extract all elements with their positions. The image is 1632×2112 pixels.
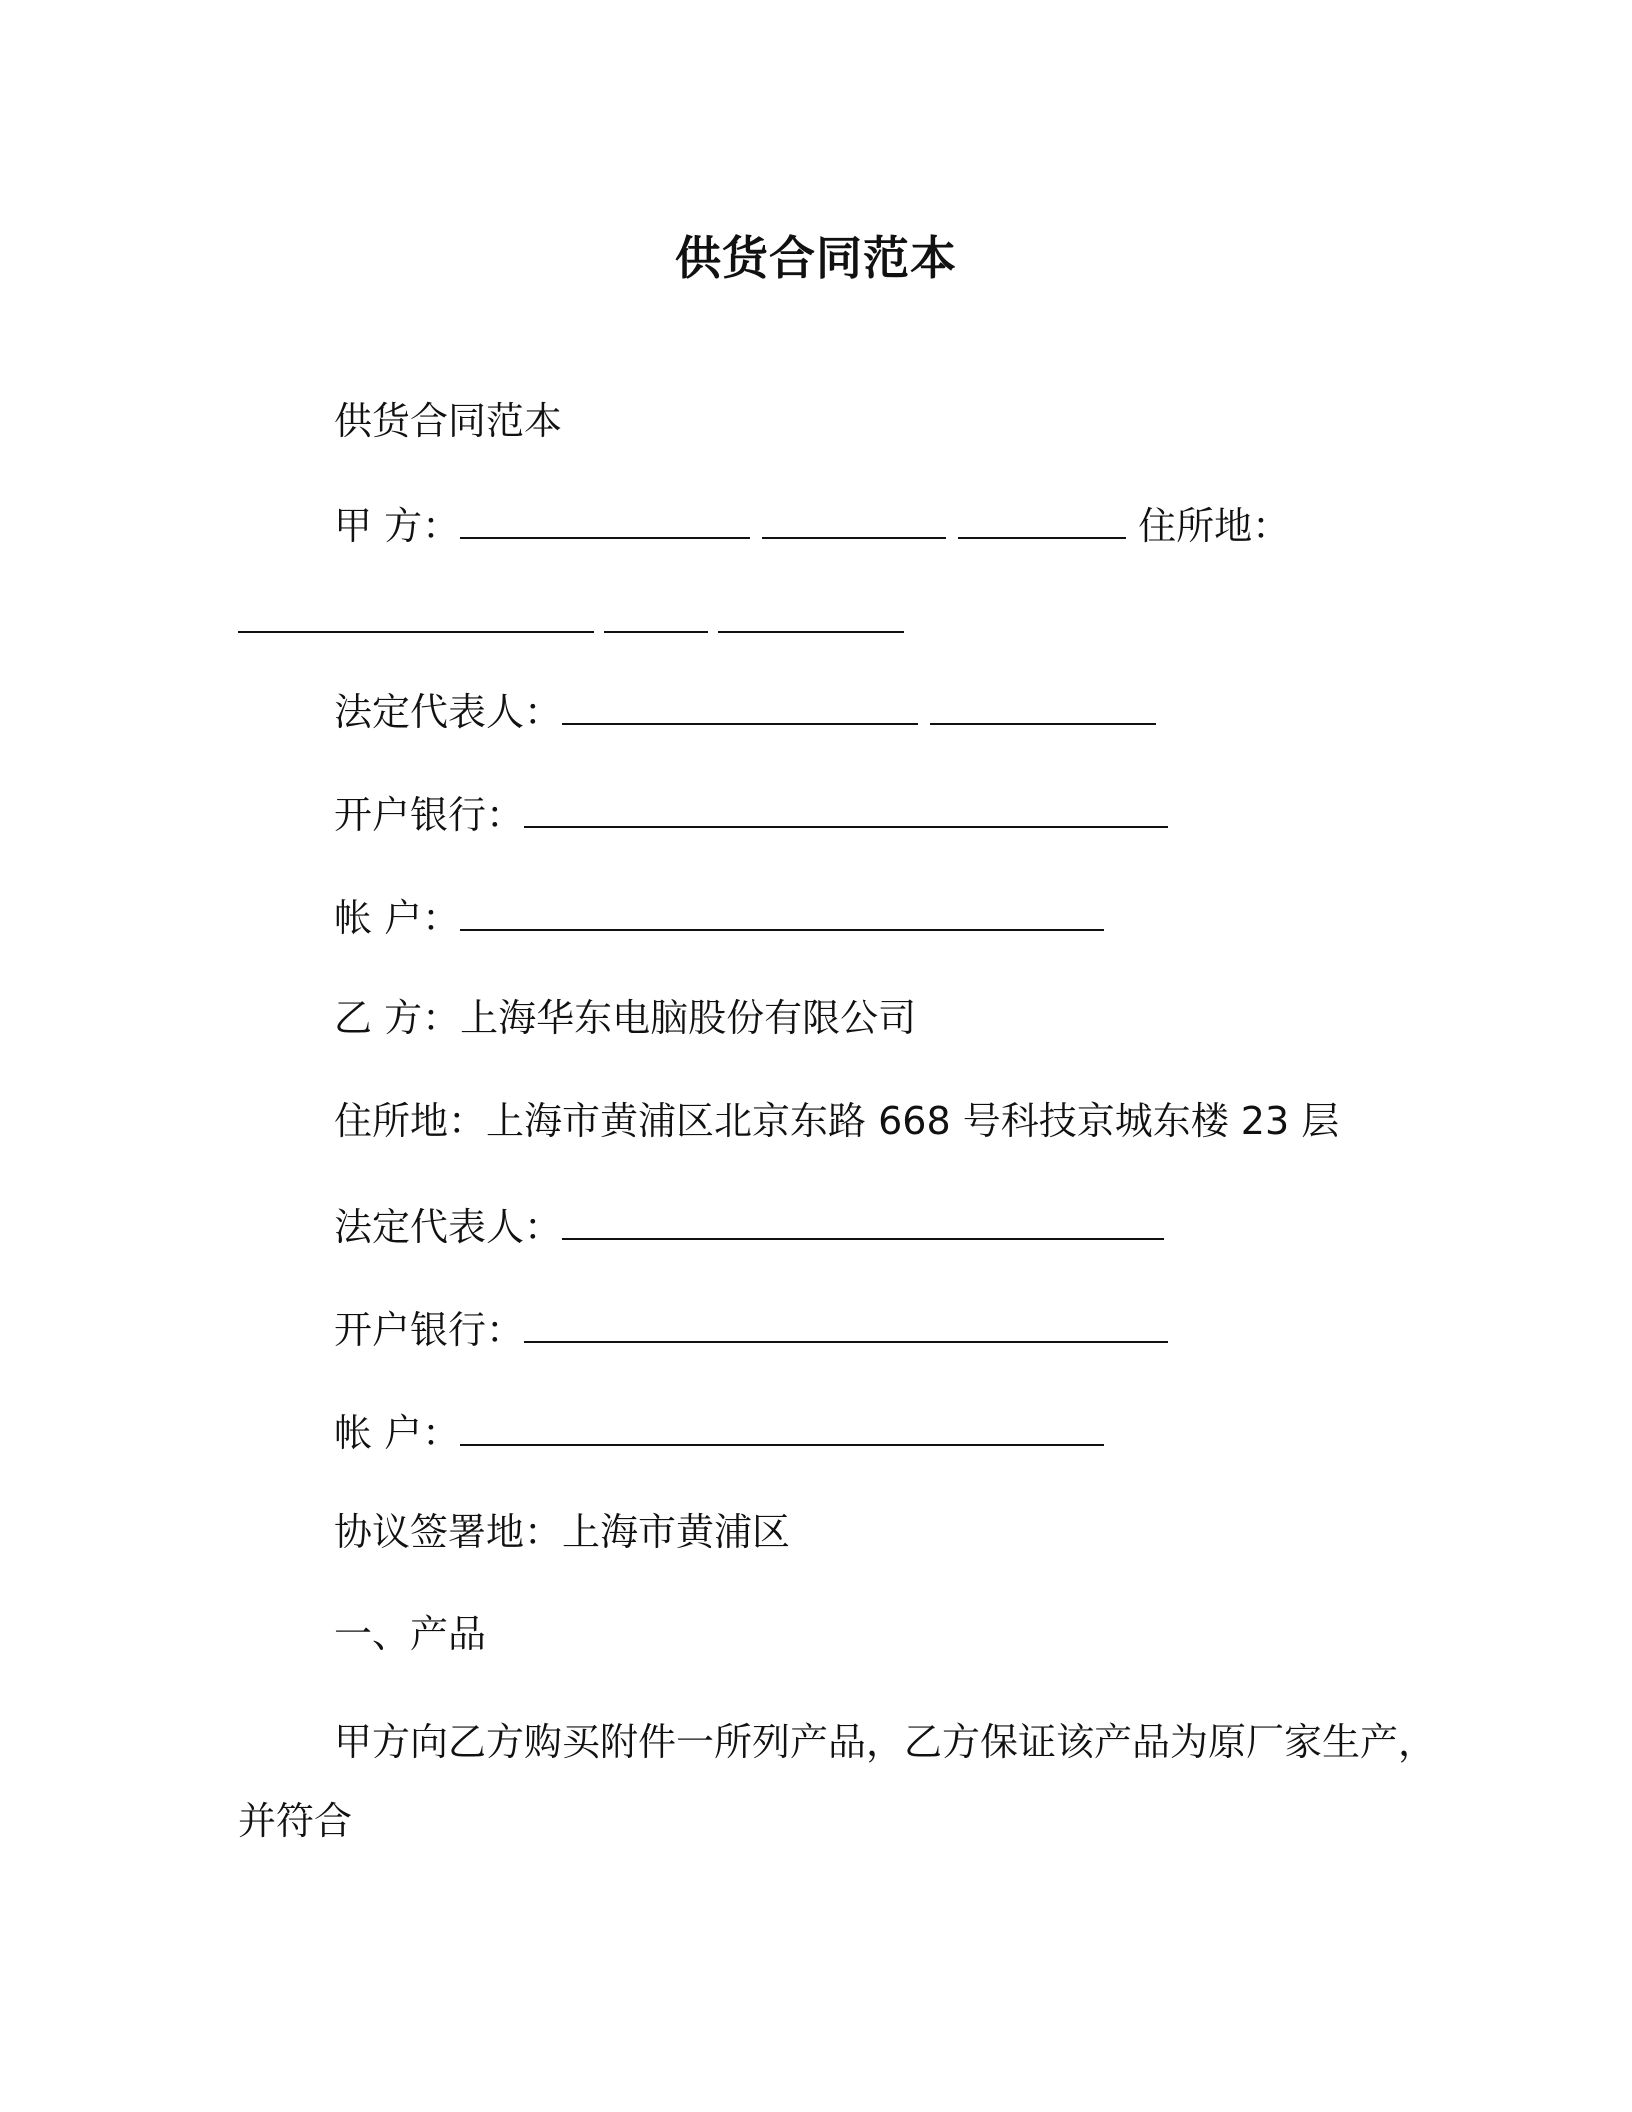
subtitle: 供货合同范本 <box>334 399 563 443</box>
party-a-name-blank-3[interactable] <box>958 509 1126 539</box>
party-a-rep-blank-2[interactable] <box>930 695 1156 725</box>
party-b-label: 乙 方： <box>334 996 461 1040</box>
party-a-rep-blank[interactable] <box>562 695 918 725</box>
party-b-rep-line <box>334 1203 1164 1251</box>
party-a-rep-line <box>334 688 1156 736</box>
party-a-bank-label: 开户银行： <box>334 793 525 837</box>
party-a-address-blank-3[interactable] <box>718 603 904 633</box>
party-b-account-label: 帐 户： <box>334 1411 461 1455</box>
party-a-account-line <box>334 894 1104 942</box>
party-b-address-label: 住所地： <box>334 1099 487 1143</box>
party-b-line <box>334 994 916 1042</box>
party-b-name: 上海华东电脑股份有限公司 <box>460 996 917 1040</box>
party-a-bank-blank[interactable] <box>524 798 1168 828</box>
party-b-address-line <box>334 1097 1339 1145</box>
party-b-bank-line <box>334 1306 1168 1354</box>
party-a-name-blank[interactable] <box>460 509 750 539</box>
party-b-account-line <box>334 1409 1104 1457</box>
party-a-address-label: 住所地： <box>1138 504 1291 548</box>
signing-place-value: 上海市黄浦区 <box>562 1510 791 1554</box>
party-b-rep-blank[interactable] <box>562 1210 1164 1240</box>
section-1-body-line-2: 并符合 <box>238 1799 353 1843</box>
party-b-rep-label: 法定代表人： <box>334 1205 563 1249</box>
party-a-address-blank[interactable] <box>238 603 594 633</box>
party-a-account-blank[interactable] <box>460 901 1104 931</box>
party-a-account-label: 帐 户： <box>334 896 461 940</box>
party-b-bank-label: 开户银行： <box>334 1308 525 1352</box>
document-title: 供货合同范本 <box>675 231 957 285</box>
section-1-body-line-1: 甲方向乙方购买附件一所列产品，乙方保证该产品为原厂家生产， <box>334 1720 1437 1764</box>
signing-place-line <box>334 1508 790 1556</box>
party-a-rep-label: 法定代表人： <box>334 690 563 734</box>
party-a-address-line <box>238 596 914 644</box>
party-a-name-blank-2[interactable] <box>762 509 946 539</box>
section-1-heading: 一、产品 <box>334 1612 487 1656</box>
party-b-address: 上海市黄浦区北京东路 668 号科技京城东楼 23 层 <box>486 1099 1340 1143</box>
party-a-bank-line <box>334 791 1168 839</box>
party-b-account-blank[interactable] <box>460 1416 1104 1446</box>
signing-place-label: 协议签署地： <box>334 1510 563 1554</box>
party-a-line <box>334 502 1290 550</box>
party-b-bank-blank[interactable] <box>524 1313 1168 1343</box>
party-a-label: 甲 方： <box>334 504 461 548</box>
party-a-address-blank-2[interactable] <box>604 603 708 633</box>
